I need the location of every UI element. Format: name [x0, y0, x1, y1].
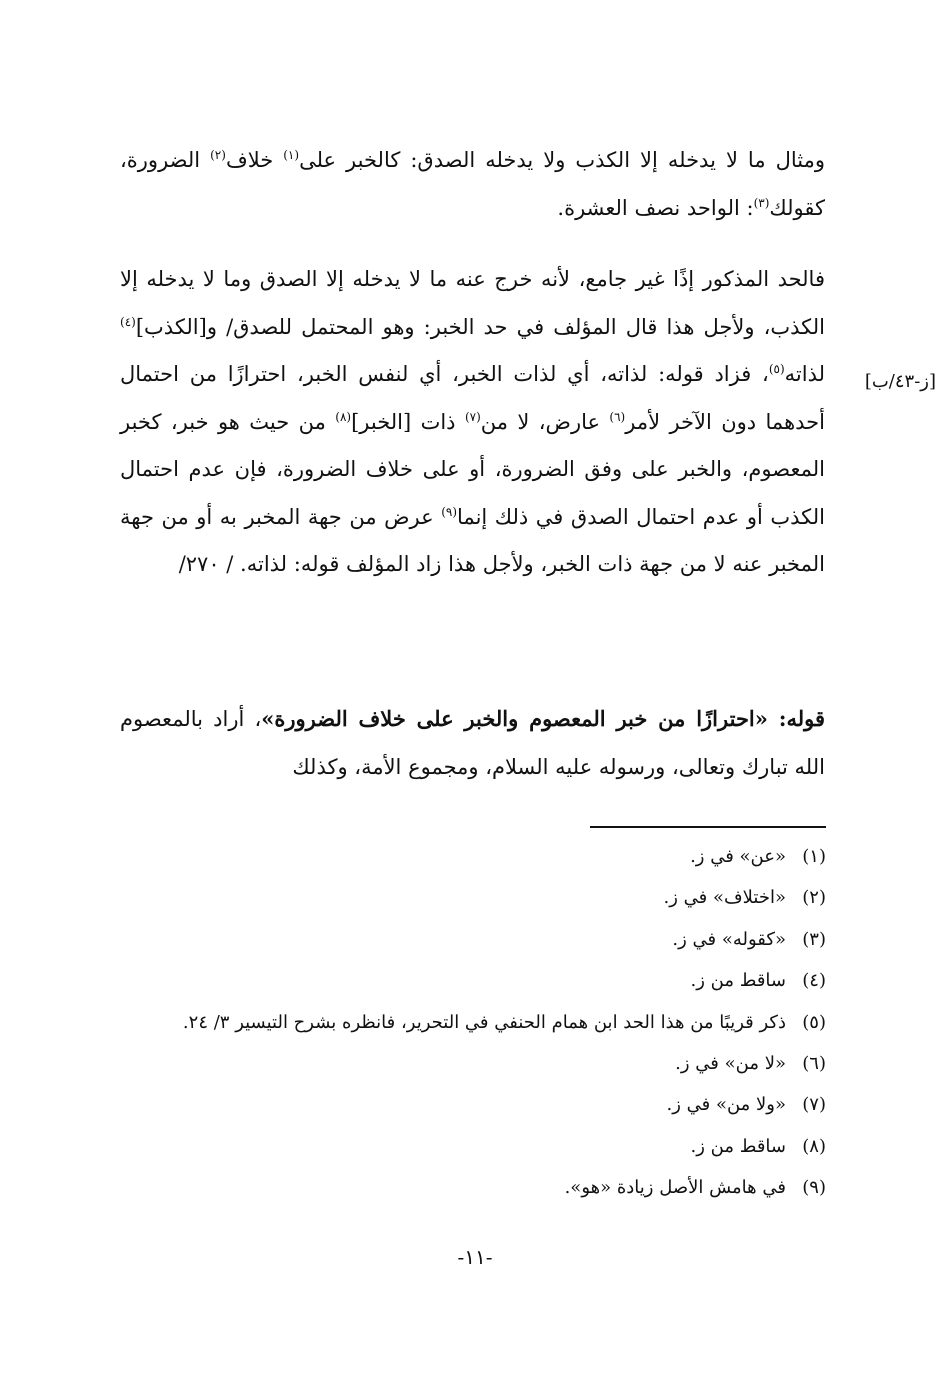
footnote-number: (٢): [802, 887, 826, 909]
footnote-ref-8: (٨): [335, 409, 352, 424]
footnote-text: «كقوله» في ز.: [672, 928, 786, 950]
text-segment: ، أراد بالمعصوم الله تبارك وتعالى، ورسوله عليه السلام، ومجموع الأمة، وكذلك: [120, 707, 825, 779]
footnote-1: [106, 842, 826, 883]
footnote-text: في هامش الأصل زيادة «هو».: [564, 1177, 786, 1199]
footnote-9: [106, 1173, 826, 1214]
footnote-ref-5: (٥): [768, 362, 785, 376]
footnote-text: ذكر قريبًا من هذا الحد ابن همام الحنفي في التحرير، فانظره بشرح التيسير ٣/ ٢٤.: [182, 1011, 786, 1033]
footnote-text: ساقط من ز.: [690, 970, 786, 992]
text-segment: عرض من جهة المخبر به أو من جهة المخبر عنه لا من جهة ذات الخبر، ولأجل هذا زاد المؤلف قوله: لذاته. / ٢٧٠/: [120, 504, 825, 576]
footnote-ref-3: (٣): [753, 195, 770, 210]
footnote-ref-9: (٩): [441, 504, 458, 519]
text-segment: الضرورة، كقولك: [120, 148, 825, 220]
footnote-8: [106, 1132, 826, 1173]
footnote-number: (٣): [802, 928, 826, 950]
text-segment: فالحد المذكور إذًا غير جامع، لأنه خرج عنه ما لا يدخله إلا الصدق وما لا يدخله إلا الكذب، ولأجل هذا قال المؤلف في حد الخبر: وهو المحتمل للصدق/ و[الكذب]: [120, 267, 825, 339]
footnote-number: (٤): [802, 970, 826, 992]
body-paragraph-2: [120, 256, 825, 589]
text-segment: من حيث هو خبر، كخبر المعصوم، والخبر على وفق الضرورة، أو على خلاف الضرورة، فإن عدم احتمال الكذب أو عدم احتمال الصدق في ذلك إنما: [120, 409, 825, 529]
text-segment: ومثال ما لا يدخله إلا الكذب ولا يدخله الصدق: كالخبر على: [299, 148, 825, 172]
footnote-number: (٥): [802, 1011, 826, 1033]
text-segment: خلاف: [225, 148, 284, 172]
footnote-4: [106, 966, 826, 1007]
footnote-5: [106, 1008, 826, 1049]
footnote-3: [106, 925, 826, 966]
body-paragraph-1: [120, 137, 825, 232]
text-segment: ، فزاد قوله: لذاته، أي لذات الخبر، أي لنفس الخبر، احترازًا من احتمال أحدهما دون الآخر لأمر: [120, 362, 825, 434]
manuscript-margin-reference: [ز-٤٣/ب]: [864, 371, 936, 392]
body-paragraph-3: [120, 695, 825, 791]
footnote-number: (٦): [802, 1052, 826, 1074]
footnote-number: (٩): [802, 1177, 826, 1199]
footnote-separator: [590, 826, 826, 828]
footnote-ref-4: (٤): [120, 314, 136, 329]
footnote-text: «لا من» في ز.: [675, 1052, 786, 1074]
footnote-number: (٨): [802, 1135, 826, 1157]
text-segment: ذات [الخبر]: [351, 409, 465, 434]
footnote-ref-7: (٧): [464, 409, 481, 424]
footnote-6: [106, 1049, 826, 1090]
footnote-text: ساقط من ز.: [690, 1135, 786, 1157]
text-segment: لذاته: [784, 362, 825, 386]
footnote-ref-2: (٢): [210, 148, 226, 162]
text-segment: عارض، لا من: [480, 409, 610, 434]
quoted-lemma: قوله: «احترازًا من خبر المعصوم والخبر على خلاف الضرورة»: [261, 706, 825, 731]
text-segment: : الواحد نصف العشرة.: [557, 195, 754, 220]
footnote-number: (١): [802, 846, 826, 867]
footnote-7: [106, 1090, 826, 1131]
footnote-text: «اختلاف» في ز.: [663, 887, 786, 909]
page-number: -١١-: [457, 1245, 493, 1269]
footnote-ref-6: (٦): [609, 409, 626, 424]
footnote-number: (٧): [802, 1094, 826, 1116]
footnote-text: «عن» في ز.: [690, 846, 786, 867]
footnote-2: [106, 883, 826, 924]
footnotes-list: [106, 842, 826, 1215]
footnote-ref-1: (١): [283, 148, 300, 162]
footnote-text: «ولا من» في ز.: [666, 1094, 786, 1116]
